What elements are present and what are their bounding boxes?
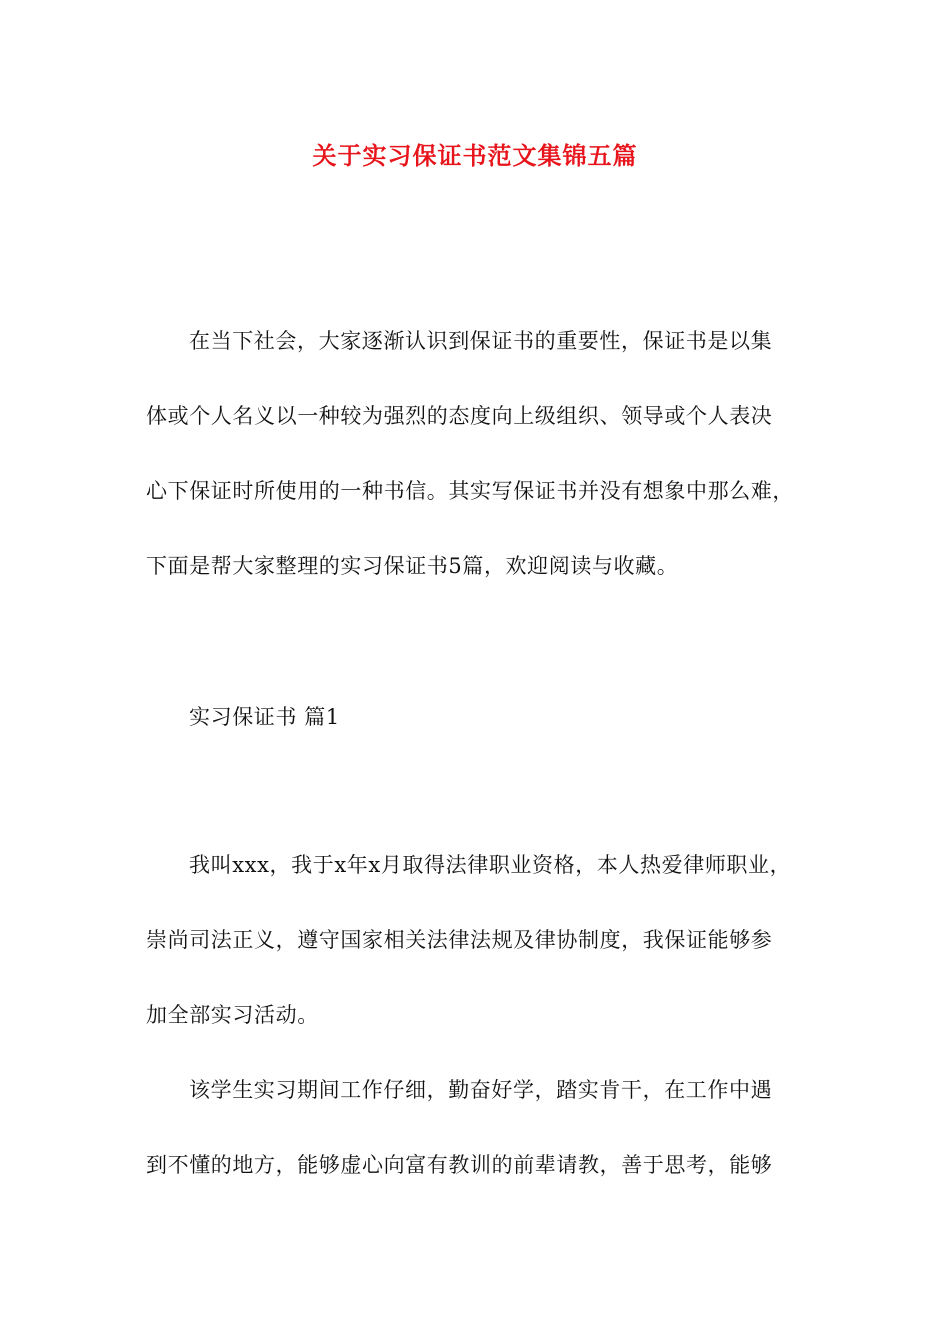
intro-line-4: 下面是帮大家整理的实习保证书5篇，欢迎阅读与收藏。 bbox=[146, 554, 679, 578]
section-heading: 实习保证书 篇1 bbox=[189, 705, 340, 729]
para1-line-2: 崇尚司法正义，遵守国家相关法律法规及律协制度，我保证能够参 bbox=[146, 928, 773, 952]
para2-line-2: 到不懂的地方，能够虚心向富有教训的前辈请教，善于思考，能够 bbox=[146, 1153, 773, 1177]
para1-line-1: 我叫xxx，我于x年x月取得法律职业资格，本人热爱律师职业， bbox=[189, 853, 792, 877]
para1-line-3: 加全部实习活动。 bbox=[146, 1003, 319, 1027]
para2-line-1: 该学生实习期间工作仔细，勤奋好学，踏实肯干，在工作中遇 bbox=[189, 1078, 773, 1102]
intro-line-3: 心下保证时所使用的一种书信。其实写保证书并没有想象中那么难， bbox=[146, 479, 794, 503]
intro-line-2: 体或个人名义以一种较为强烈的态度向上级组织、领导或个人表决 bbox=[146, 404, 773, 428]
intro-line-1: 在当下社会，大家逐渐认识到保证书的重要性，保证书是以集 bbox=[189, 329, 773, 353]
document-title: 关于实习保证书范文集锦五篇 bbox=[312, 142, 638, 170]
